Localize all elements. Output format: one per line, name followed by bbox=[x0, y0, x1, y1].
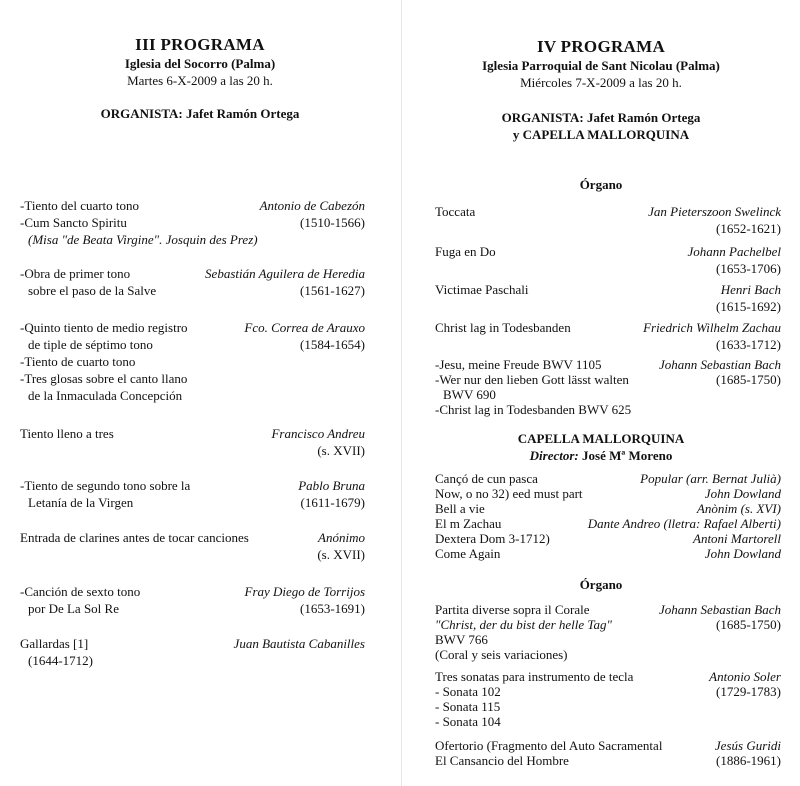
composer-dates: (s. XVII) bbox=[317, 547, 365, 562]
program-entry bbox=[20, 198, 365, 249]
program-title: IV PROGRAMA bbox=[536, 37, 666, 56]
work-title: -Quinto tiento de medio registro bbox=[20, 320, 188, 335]
work-title: -Tiento del cuarto tono bbox=[20, 198, 140, 213]
composer-name: Johann Pachelbel bbox=[687, 244, 781, 259]
composer-dates: (1584-1654) bbox=[300, 337, 365, 352]
concert-date: Miércoles 7-X-2009 a las 20 h. bbox=[520, 74, 682, 90]
composer-dates: (1615-1692) bbox=[716, 299, 781, 314]
section-heading: Órgano bbox=[579, 577, 623, 592]
choir-title: CAPELLA MALLORQUINA bbox=[517, 431, 685, 446]
program-entry bbox=[435, 244, 781, 278]
composer-dates: (1653-1691) bbox=[300, 601, 365, 616]
work-title: Toccata bbox=[435, 204, 476, 219]
composer-name: John Dowland bbox=[704, 486, 781, 501]
program-entry bbox=[20, 478, 365, 512]
program-entry bbox=[20, 530, 365, 564]
composer-name: Sebastián Aguilera de Heredia bbox=[205, 266, 365, 281]
song-title: Dextera Dom 3-1712) bbox=[435, 531, 550, 546]
composer-name: Johann Sebastian Bach bbox=[658, 602, 781, 617]
composer-name: Pablo Bruna bbox=[298, 478, 365, 493]
program-entry bbox=[435, 204, 781, 238]
song-title: El m Zachau bbox=[435, 516, 502, 531]
composer-name: Jan Pieterszoon Swelinck bbox=[648, 204, 781, 219]
program-entry bbox=[435, 602, 781, 662]
organist-line: ORGANISTA: Jafet Ramón Ortega bbox=[100, 106, 300, 121]
song-title: Bell a vie bbox=[435, 501, 485, 516]
work-subtitle: "Christ, der du bist der helle Tag" bbox=[435, 617, 612, 632]
work-title: Partita diverse sopra il Corale bbox=[435, 602, 590, 617]
composer-dates: (1685-1750) bbox=[716, 617, 781, 632]
program-entry bbox=[435, 738, 781, 768]
director-label: Director: bbox=[529, 447, 579, 463]
composer-name: Johann Sebastian Bach bbox=[658, 357, 781, 372]
work-title: -Tiento de cuarto tono bbox=[20, 354, 136, 369]
work-title: -Tiento de segundo tono sobre la bbox=[20, 478, 191, 493]
work-note: (Misa "de Beata Virgine". Josquin des Prez) bbox=[28, 232, 258, 247]
director-name: José Mª Moreno bbox=[582, 447, 673, 463]
program-iv-header bbox=[402, 36, 800, 92]
choir-header bbox=[402, 431, 800, 465]
work-title: -Wer nur den lieben Gott lässt walten bbox=[435, 372, 629, 387]
composer-dates: (1653-1706) bbox=[716, 261, 781, 276]
work-title: Christ lag in Todesbanden bbox=[435, 320, 571, 335]
composer-name: Francisco Andreu bbox=[271, 426, 365, 441]
composer-dates: (1611-1679) bbox=[300, 495, 365, 510]
section-heading: Órgano bbox=[579, 177, 623, 192]
composer-name: Fco. Correa de Arauxo bbox=[244, 320, 365, 335]
program-entry bbox=[20, 584, 365, 618]
work-title: Entrada de clarines antes de tocar canciones bbox=[20, 530, 249, 545]
composer-name: Juan Bautista Cabanilles bbox=[233, 636, 365, 651]
work-title: Tiento lleno a tres bbox=[20, 426, 114, 441]
work-title: El Cansancio del Hombre bbox=[435, 753, 569, 768]
work-catalog: BWV 690 bbox=[443, 387, 496, 402]
song-title: Cançó de cun pasca bbox=[435, 471, 538, 486]
work-title: Victimae Paschali bbox=[435, 282, 529, 297]
work-title: sobre el paso de la Salve bbox=[28, 283, 157, 298]
composer-dates: (s. XVII) bbox=[317, 443, 365, 458]
organist-block bbox=[402, 110, 800, 144]
composer-dates: (1652-1621) bbox=[716, 221, 781, 236]
program-entry bbox=[435, 282, 781, 316]
sonata-item: - Sonata 102 bbox=[435, 684, 501, 699]
work-title: -Canción de sexto tono bbox=[20, 584, 141, 599]
composer-name: Fray Diego de Torrijos bbox=[244, 584, 365, 599]
composer-name: Anònim (s. XVI) bbox=[696, 501, 781, 516]
work-title: Tres sonatas para instrumento de tecla bbox=[435, 669, 634, 684]
choir-line: y CAPELLA MALLORQUINA bbox=[512, 126, 690, 142]
work-title: -Cum Sancto Spiritu bbox=[20, 215, 127, 230]
composer-dates: (1561-1627) bbox=[300, 283, 365, 298]
organist-line: ORGANISTA: Jafet Ramón Ortega bbox=[501, 110, 701, 125]
work-note: (Coral y seis variaciones) bbox=[435, 647, 568, 662]
composer-name: Anónimo bbox=[318, 530, 365, 545]
program-entry bbox=[20, 426, 365, 460]
program-entry bbox=[435, 357, 781, 417]
program-entry bbox=[20, 636, 365, 670]
work-title: -Jesu, meine Freude BWV 1105 bbox=[435, 357, 602, 372]
work-title: Fuga en Do bbox=[435, 244, 496, 259]
work-title: Ofertorio (Fragmento del Auto Sacramental bbox=[435, 738, 663, 753]
composer-name: Antonio Soler bbox=[709, 669, 781, 684]
composer-name: Popular (arr. Bernat Julià) bbox=[640, 471, 781, 486]
composer-name: Antonio de Cabezón bbox=[259, 198, 365, 213]
song-title: Now, o no 32) eed must part bbox=[435, 486, 583, 501]
work-title: Gallardas [1] bbox=[20, 636, 89, 651]
composer-name: Henri Bach bbox=[720, 282, 781, 297]
work-title: -Tres glosas sobre el canto llano bbox=[20, 371, 188, 386]
organist-block bbox=[0, 106, 400, 123]
composer-name: Dante Andreo (lletra: Rafael Alberti) bbox=[587, 516, 781, 531]
program-entry bbox=[435, 669, 781, 729]
composer-dates: (1729-1783) bbox=[716, 684, 781, 699]
composer-name: Antoni Martorell bbox=[693, 531, 781, 546]
composer-dates: (1510-1566) bbox=[300, 215, 365, 230]
work-title: de tiple de séptimo tono bbox=[28, 337, 153, 352]
composer-name: John Dowland bbox=[704, 546, 781, 561]
composer-name: Friedrich Wilhelm Zachau bbox=[643, 320, 781, 335]
church-name: Iglesia del Socorro (Palma) bbox=[124, 56, 276, 72]
sonata-item: - Sonata 115 bbox=[435, 699, 501, 714]
work-title: por De La Sol Re bbox=[28, 601, 119, 616]
program-title: III PROGRAMA bbox=[135, 35, 265, 54]
concert-date: Martes 6-X-2009 a las 20 h. bbox=[127, 72, 273, 88]
composer-dates: (1886-1961) bbox=[716, 753, 781, 768]
work-title: -Christ lag in Todesbanden BWV 625 bbox=[435, 402, 632, 417]
composer-dates: (1633-1712) bbox=[716, 337, 781, 352]
song-title: Come Again bbox=[435, 546, 501, 561]
work-title: de la Inmaculada Concepción bbox=[28, 388, 183, 403]
composer-name: Jesús Guridi bbox=[714, 738, 781, 753]
church-name: Iglesia Parroquial de Sant Nicolau (Palma) bbox=[482, 58, 720, 74]
program-entry bbox=[20, 320, 365, 405]
composer-dates: (1685-1750) bbox=[716, 372, 781, 387]
program-entry bbox=[20, 266, 365, 300]
composer-dates: (1644-1712) bbox=[28, 653, 93, 668]
work-title: -Obra de primer tono bbox=[20, 266, 131, 281]
program-iii-header bbox=[0, 34, 400, 90]
program-entry bbox=[435, 320, 781, 354]
work-catalog: BWV 766 bbox=[435, 632, 488, 647]
work-title: Letanía de la Virgen bbox=[28, 495, 134, 510]
choir-list bbox=[435, 471, 781, 561]
sonata-item: - Sonata 104 bbox=[435, 714, 501, 729]
